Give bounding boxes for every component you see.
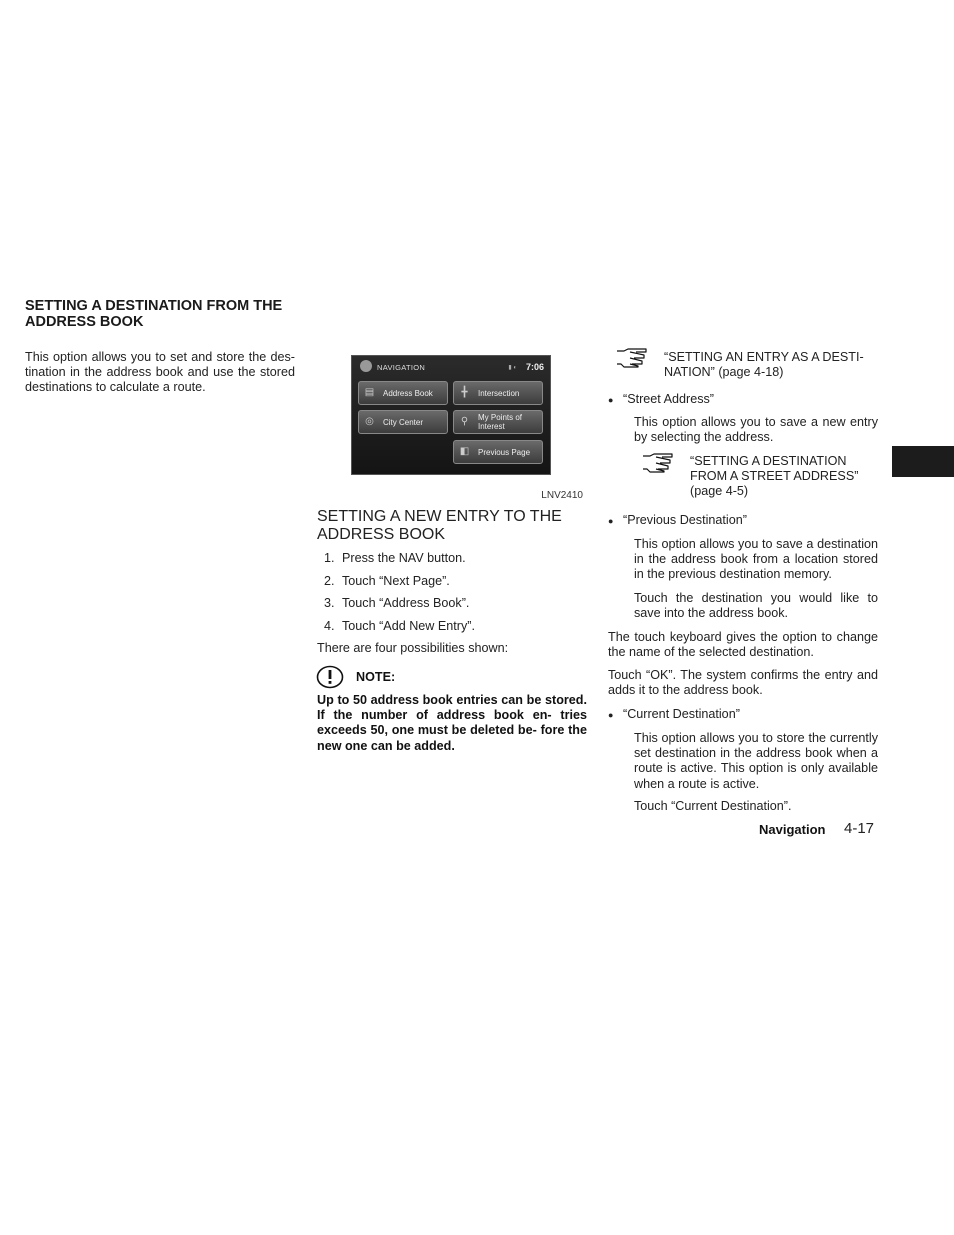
signal-status-icon: ▮ ◐	[508, 365, 517, 371]
possibilities-text: There are four possibilities shown:	[317, 641, 509, 655]
footer-page-number: 4-17	[844, 820, 875, 837]
screen-status-bar	[352, 356, 550, 378]
previous-page-icon: ◧	[459, 446, 470, 457]
current-destination-description: This option allows you to store the currently set destination in the address book when a route is active. This option is only available when a route is active.	[634, 731, 878, 791]
current-destination-touch: Touch “Current Destination”.	[634, 799, 792, 813]
note-label: NOTE:	[356, 670, 396, 684]
navigation-screen-image	[351, 355, 551, 475]
bullet-icon: ●	[608, 395, 614, 405]
previous-destination-touch: Touch the destination you would like to save into the address book.	[634, 591, 878, 621]
intersection-icon: ╋	[461, 387, 468, 398]
button-label: My Points of Interest	[478, 413, 523, 431]
my-points-of-interest-button[interactable]	[453, 410, 543, 434]
chapter-tab-marker	[892, 446, 954, 477]
note-text: Up to 50 address book entries can be stored. If the number of address book en- tries exceeds 50, one must be deleted be- fore the new one can be added.	[317, 693, 587, 753]
subheading: SETTING A NEW ENTRY TO THE ADDRESS BOOK	[317, 508, 562, 543]
bullet-icon: ●	[608, 710, 614, 720]
steps-list	[317, 551, 587, 641]
nissan-logo-icon	[360, 360, 372, 372]
button-label: Address Book	[383, 389, 433, 398]
previous-page-button[interactable]	[453, 440, 543, 464]
list-item: 2. Touch “Next Page”.	[324, 573, 450, 588]
screen-clock: 7:06	[525, 362, 544, 372]
pointing-hand-icon	[642, 453, 674, 473]
city-center-button[interactable]	[358, 410, 448, 434]
previous-destination-bullet: “Previous Destination”	[623, 513, 747, 527]
poi-pin-icon: ⚲	[460, 416, 469, 427]
figure-code: LNV2410	[541, 490, 583, 501]
button-label: Previous Page	[478, 448, 531, 457]
city-center-icon: ◎	[365, 416, 374, 427]
previous-destination-description: This option allows you to save a destination in the address book from a location stored in the previous destination memory.	[634, 537, 878, 582]
cross-reference-2[interactable]: “SETTING A DESTINATION FROM A STREET ADDRESS” (page 4-5)	[690, 454, 859, 499]
intro-paragraph: This option allows you to set and store the des- tination in the address book and use the stored destinations to calculate a route.	[25, 350, 295, 395]
address-book-button[interactable]	[358, 381, 448, 405]
section-heading: SETTING A DESTINATION FROM THE ADDRESS BOOK	[25, 298, 283, 330]
caution-icon	[316, 665, 344, 689]
bullet-icon: ●	[608, 516, 614, 526]
list-item: 4. Touch “Add New Entry”.	[324, 618, 475, 633]
list-item: 1. Press the NAV button.	[324, 551, 466, 565]
pointing-hand-icon	[616, 348, 648, 368]
intersection-button[interactable]	[453, 381, 543, 405]
button-label: City Center	[383, 418, 424, 427]
ok-paragraph: Touch “OK”. The system confirms the entry and adds it to the address book.	[608, 668, 878, 698]
keyboard-paragraph: The touch keyboard gives the option to change the name of the selected destination.	[608, 630, 878, 660]
cross-reference-1[interactable]: “SETTING AN ENTRY AS A DESTI- NATION” (page 4-18)	[664, 350, 864, 380]
book-icon: ▤	[364, 387, 375, 398]
screen-title: NAVIGATION	[377, 363, 426, 372]
button-label: Intersection	[478, 389, 520, 398]
street-address-description: This option allows you to save a new entry by selecting the address.	[634, 415, 878, 445]
list-item: 3. Touch “Address Book”.	[324, 596, 470, 611]
street-address-bullet: “Street Address”	[623, 392, 714, 406]
current-destination-bullet: “Current Destination”	[623, 707, 740, 721]
footer-section-name: Navigation	[759, 822, 826, 837]
